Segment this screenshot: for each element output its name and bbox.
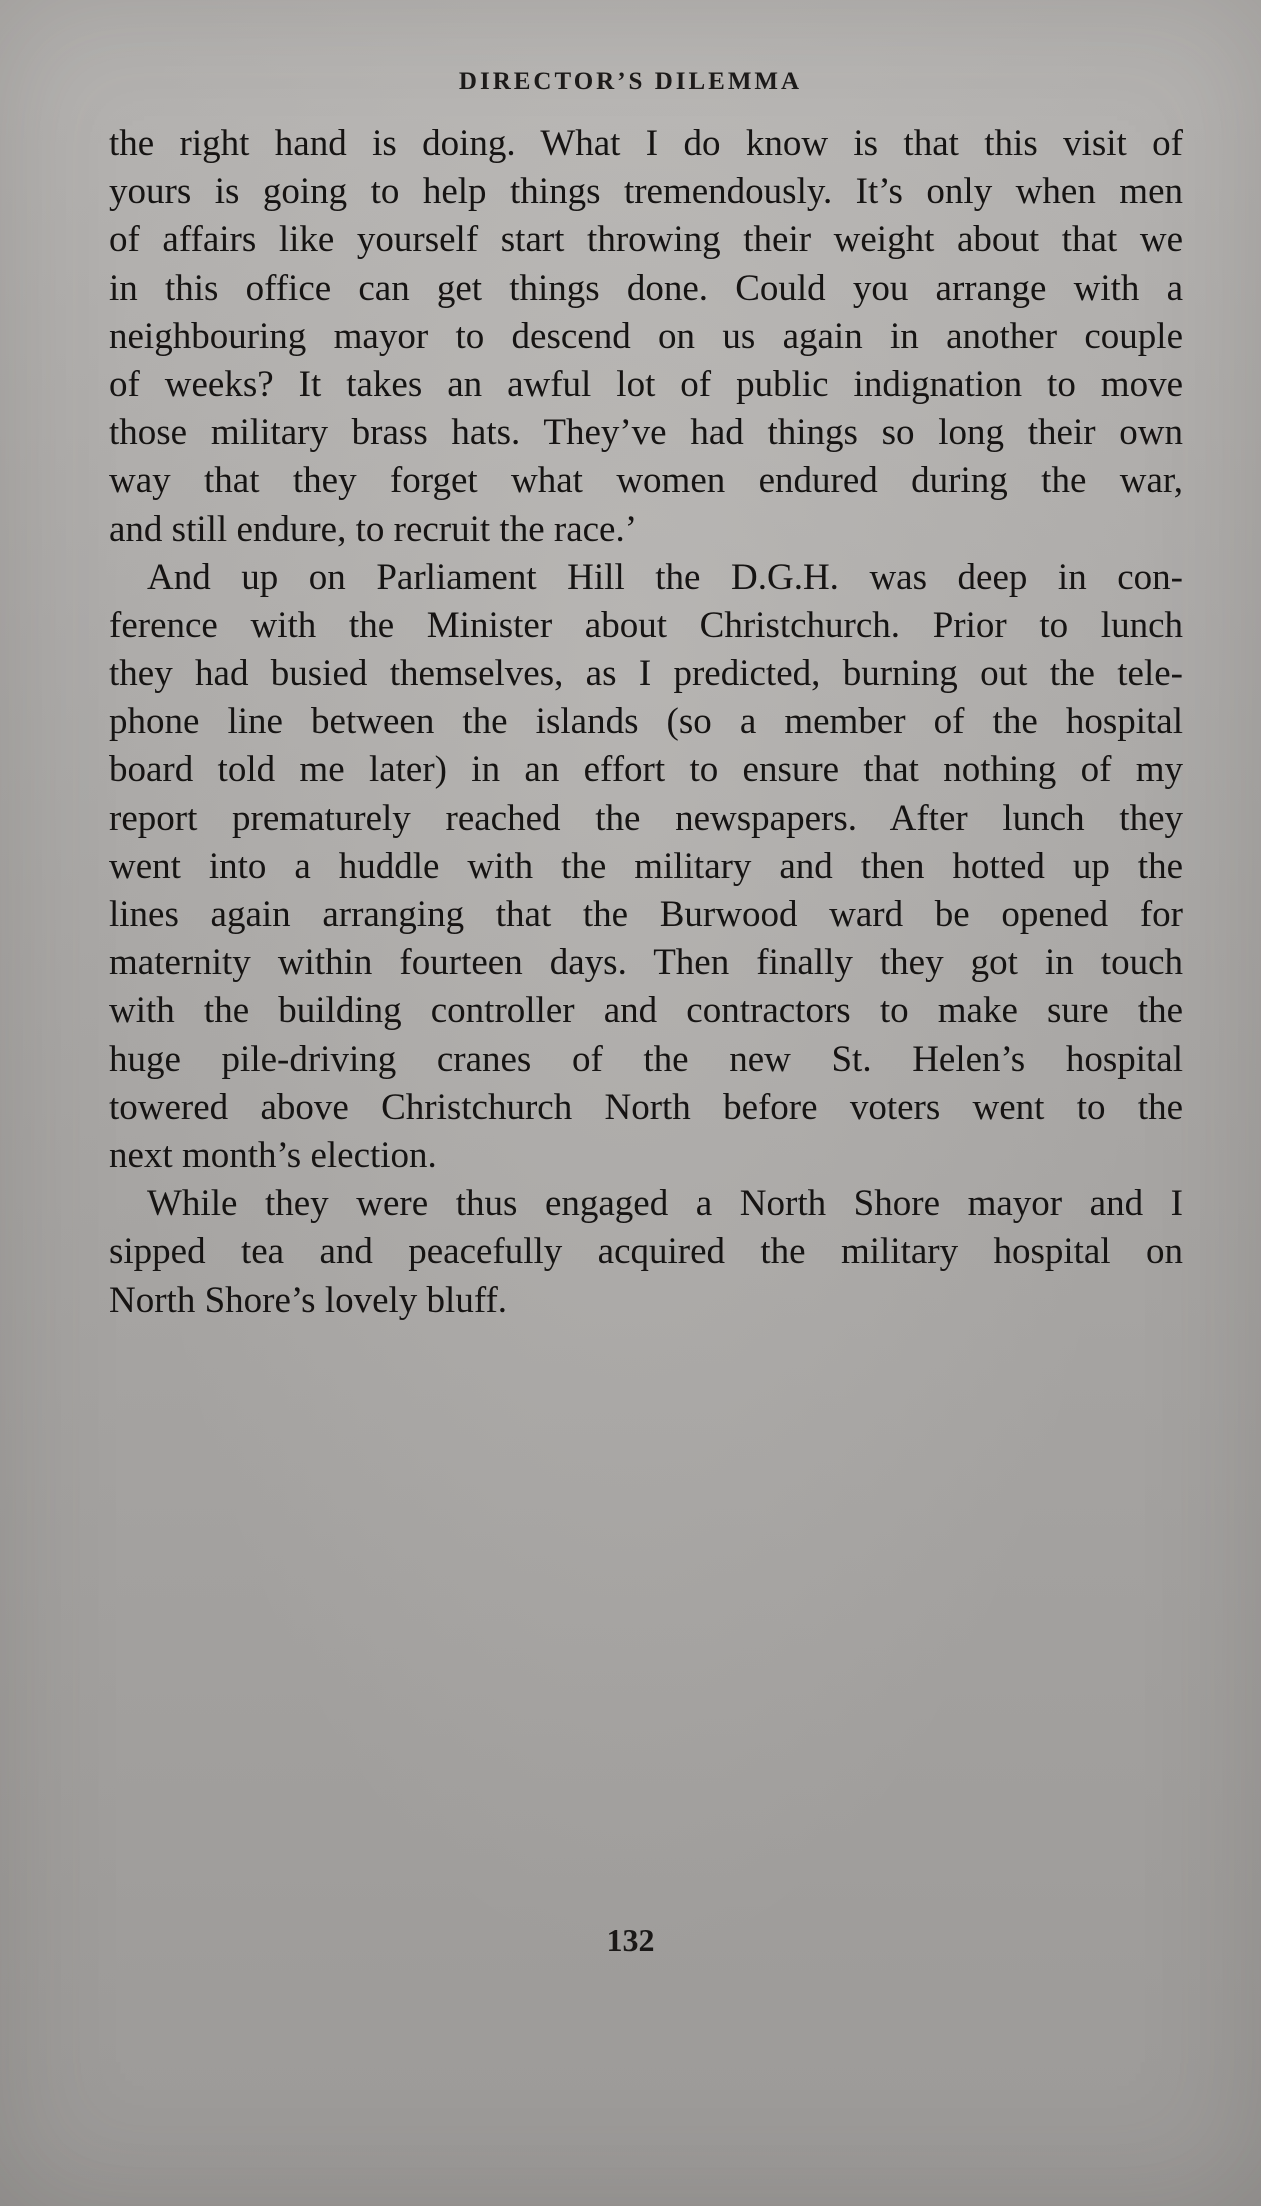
text-line: sipped tea and peacefully acquired the military hospital on: [109, 1231, 1183, 1273]
text-line: way that they forget what women endured during the war,: [109, 460, 1183, 502]
text-line: report prematurely reached the newspapers. After lunch they: [109, 797, 1183, 839]
text-line: huge pile-driving cranes of the new St. Helen’s hospital: [109, 1038, 1183, 1080]
text-line: While they were thus engaged a North Shore mayor and I: [147, 1183, 1183, 1225]
text-line: North Shore’s lovely bluff.: [109, 1279, 508, 1321]
text-line: those military brass hats. They’ve had things so long their own: [109, 412, 1183, 454]
text-line: of weeks? It takes an awful lot of public indignation to move: [109, 363, 1183, 405]
text-line: towered above Christchurch North before voters went to the: [109, 1086, 1183, 1128]
text-line: maternity within fourteen days. Then finally they got in touch: [109, 942, 1183, 984]
text-line: lines again arranging that the Burwood ward be opened for: [109, 894, 1183, 935]
running-head: DIRECTOR’S DILEMMA: [458, 68, 803, 95]
body-text: [109, 120, 1183, 1325]
text-line: they had busied themselves, as I predicted, burning out the tele-: [109, 653, 1183, 695]
text-line: went into a huddle with the military and then hotted up the: [109, 845, 1183, 887]
text-line: board told me later) in an effort to ensure that nothing of my: [109, 749, 1183, 791]
text-line: and still endure, to recruit the race.’: [109, 508, 638, 550]
text-line: And up on Parliament Hill the D.G.H. was deep in con-: [147, 556, 1183, 598]
text-line: of affairs like yourself start throwing their weight about that we: [109, 219, 1183, 261]
page-number: 132: [606, 1922, 655, 1958]
text-line: next month’s election.: [109, 1134, 437, 1176]
text-line: the right hand is doing. What I do know is that this visit of: [109, 123, 1183, 164]
text-line: in this office can get things done. Could you arrange with a: [109, 267, 1183, 309]
text-line: yours is going to help things tremendously. It’s only when men: [109, 171, 1183, 213]
text-line: ference with the Minister about Christchurch. Prior to lunch: [109, 604, 1183, 646]
text-line: neighbouring mayor to descend on us again in another couple: [109, 315, 1183, 357]
text-line: with the building controller and contractors to make sure the: [109, 990, 1183, 1032]
text-line: phone line between the islands (so a member of the hospital: [109, 701, 1183, 743]
